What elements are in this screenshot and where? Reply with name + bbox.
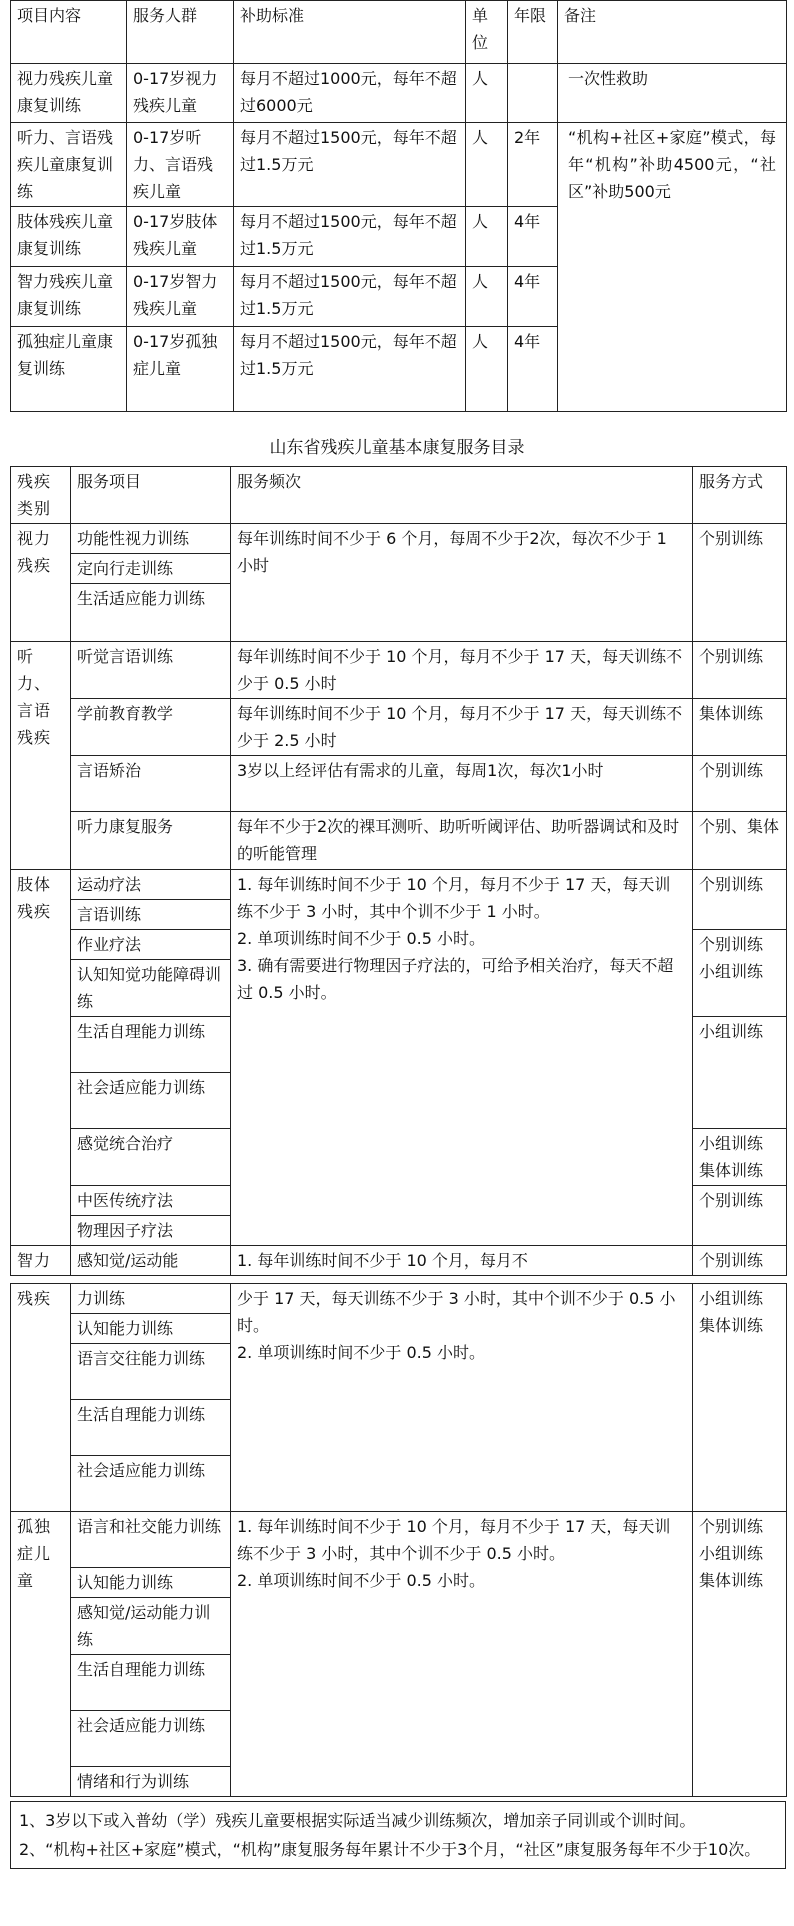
service-item: 社会适应能力训练 [71, 1456, 231, 1512]
category-intellectual-cont: 残疾 [11, 1284, 71, 1512]
frequency-line: 1. 每年训练时间不少于 10 个月，每月不少于 17 天，每天训练不少于 3 小时，其中个训不少于 0.5 小时。 [237, 1517, 671, 1563]
note-cell: 一次性救助 [558, 64, 787, 123]
years-cell: 2年 [508, 123, 558, 207]
frequency-line: 1. 每年训练时间不少于 10 个月，每月不少于 17 天，每天训练不少于 3 小时，其中个训不少于 1 小时。 [237, 875, 671, 921]
header-years: 年限 [508, 1, 558, 64]
table-row [11, 64, 787, 123]
mode-cell: 个别训练 [693, 1186, 787, 1246]
subsidy-header-row [11, 1, 787, 64]
service-item: 听觉言语训练 [71, 642, 231, 699]
frequency-line: 2. 单项训练时间不少于 0.5 小时。 [237, 929, 485, 948]
item-cell: 听力、言语残疾儿童康复训练 [11, 123, 127, 207]
mode-cell: 个别训练 [693, 870, 787, 930]
frequency-cell: 3岁以上经评估有需求的儿童，每周1次，每次1小时 [231, 756, 693, 812]
unit-cell: 人 [466, 64, 508, 123]
standard-cell: 每月不超过1500元，每年不超过1.5万元 [234, 327, 466, 412]
header-group: 服务人群 [127, 1, 234, 64]
item-cell: 智力残疾儿童康复训练 [11, 267, 127, 327]
catalog-title: 山东省残疾儿童基本康复服务目录 [269, 438, 525, 458]
frequency-line: 2. 单项训练时间不少于 0.5 小时。 [237, 1571, 485, 1590]
service-item: 功能性视力训练 [71, 524, 231, 554]
standard-cell: 每月不超过1500元，每年不超过1.5万元 [234, 207, 466, 267]
service-item: 感知觉/运动能 [71, 1246, 231, 1276]
category-intellectual: 智力 [11, 1246, 71, 1276]
header-note: 备注 [558, 1, 787, 64]
service-item: 听力康复服务 [71, 812, 231, 870]
frequency-cell: 每年训练时间不少于 6 个月，每周不少于2次，每次不少于 1 小时 [231, 524, 693, 642]
mode-cell: 个别训练 小组训练 集体训练 [693, 1512, 787, 1797]
header-standard: 补助标准 [234, 1, 466, 64]
table-row [11, 642, 787, 699]
catalog-table [10, 466, 787, 1276]
unit-cell: 人 [466, 123, 508, 207]
frequency-line: 2. 单项训练时间不少于 0.5 小时。 [237, 1343, 485, 1362]
years-cell [508, 64, 558, 123]
footnotes-cell [11, 1802, 786, 1869]
service-item: 感知觉/运动能力训练 [71, 1598, 231, 1655]
header-frequency: 服务频次 [231, 467, 693, 524]
item-cell: 肢体残疾儿童康复训练 [11, 207, 127, 267]
mode-cell: 集体训练 [693, 699, 787, 756]
mode-cell: 小组训练 [693, 1017, 787, 1129]
mode-note-cell: “机构+社区+家庭”模式，每年“机构”补助4500元，“社区”补助500元 [558, 123, 787, 412]
mode-cell: 个别训练 [693, 756, 787, 812]
footnote: 1、3岁以下或入普幼（学）残疾儿童要根据实际适当减少训练频次，增加亲子同训或个训时间。 [19, 1811, 696, 1830]
service-item: 生活自理能力训练 [71, 1017, 231, 1073]
unit-cell: 人 [466, 267, 508, 327]
table-row [11, 812, 787, 870]
service-item: 言语训练 [71, 900, 231, 930]
service-item: 认知能力训练 [71, 1568, 231, 1598]
service-item: 社会适应能力训练 [71, 1711, 231, 1767]
standard-cell: 每月不超过1000元，每年不超过6000元 [234, 64, 466, 123]
service-item: 语言和社交能力训练 [71, 1512, 231, 1568]
table-row [11, 524, 787, 554]
header-service-item: 服务项目 [71, 467, 231, 524]
service-item: 语言交往能力训练 [71, 1344, 231, 1400]
header-item: 项目内容 [11, 1, 127, 64]
category-hearing: 听力、言语残疾 [11, 642, 71, 870]
service-item: 认知知觉功能障碍训练 [71, 960, 231, 1017]
item-cell: 视力残疾儿童康复训练 [11, 64, 127, 123]
mode-cell: 个别训练 小组训练 [693, 930, 787, 1017]
service-item: 生活适应能力训练 [71, 584, 231, 642]
service-item: 情绪和行为训练 [71, 1767, 231, 1797]
service-item: 中医传统疗法 [71, 1186, 231, 1216]
frequency-cell [231, 1284, 693, 1512]
service-item: 感觉统合治疗 [71, 1129, 231, 1186]
table-row [11, 1246, 787, 1276]
frequency-line: 少于 17 天，每天训练不少于 3 小时，其中个训不少于 0.5 小时。 [237, 1289, 676, 1335]
mode-cell: 小组训练 集体训练 [693, 1284, 787, 1512]
footnote: 2、“机构+社区+家庭”模式，“机构”康复服务每年累计不少于3个月，“社区”康复服务每年不少于10次。 [19, 1840, 761, 1859]
service-item: 社会适应能力训练 [71, 1073, 231, 1129]
category-autism: 孤独症儿童 [11, 1512, 71, 1797]
frequency-cell: 每年训练时间不少于 10 个月，每月不少于 17 天，每天训练不少于 0.5 小时 [231, 642, 693, 699]
mode-cell: 小组训练 集体训练 [693, 1129, 787, 1186]
group-cell: 0-17岁听力、言语残疾儿童 [127, 123, 234, 207]
frequency-cell [231, 1512, 693, 1797]
header-unit: 单位 [466, 1, 508, 64]
frequency-cell [231, 870, 693, 1246]
service-item: 学前教育教学 [71, 699, 231, 756]
service-item: 力训练 [71, 1284, 231, 1314]
table-row [11, 123, 787, 207]
service-item: 言语矫治 [71, 756, 231, 812]
frequency-cell: 每年不少于2次的裸耳测听、助听听阈评估、助听器调试和及时的听能管理 [231, 812, 693, 870]
group-cell: 0-17岁智力残疾儿童 [127, 267, 234, 327]
service-item: 物理因子疗法 [71, 1216, 231, 1246]
years-cell: 4年 [508, 327, 558, 412]
table-row [11, 1802, 786, 1869]
group-cell: 0-17岁视力残疾儿童 [127, 64, 234, 123]
table-row [11, 1512, 787, 1568]
footnotes-table [10, 1801, 786, 1869]
frequency-cell: 每年训练时间不少于 10 个月，每月不少于 17 天，每天训练不少于 2.5 小时 [231, 699, 693, 756]
header-category: 残疾类别 [11, 467, 71, 524]
years-cell: 4年 [508, 207, 558, 267]
mode-cell: 个别训练 [693, 1246, 787, 1276]
frequency-cell: 1. 每年训练时间不少于 10 个月，每月不 [231, 1246, 693, 1276]
service-item: 生活自理能力训练 [71, 1400, 231, 1456]
mode-cell: 个别、集体 [693, 812, 787, 870]
category-physical: 肢体残疾 [11, 870, 71, 1246]
standard-cell: 每月不超过1500元，每年不超过1.5万元 [234, 123, 466, 207]
service-item: 生活自理能力训练 [71, 1655, 231, 1711]
catalog-header-row [11, 467, 787, 524]
group-cell: 0-17岁孤独症儿童 [127, 327, 234, 412]
table-row [11, 870, 787, 900]
subsidy-table [10, 0, 787, 412]
category-vision: 视力残疾 [11, 524, 71, 642]
unit-cell: 人 [466, 327, 508, 412]
table-row [11, 756, 787, 812]
catalog-table-continued [10, 1283, 787, 1797]
mode-cell: 个别训练 [693, 642, 787, 699]
mode-cell: 个别训练 [693, 524, 787, 642]
service-item: 作业疗法 [71, 930, 231, 960]
item-cell: 孤独症儿童康复训练 [11, 327, 127, 412]
group-cell: 0-17岁肢体残疾儿童 [127, 207, 234, 267]
table-row [11, 699, 787, 756]
frequency-line: 3. 确有需要进行物理因子疗法的，可给予相关治疗，每天不超过 0.5 小时。 [237, 956, 674, 1002]
unit-cell: 人 [466, 207, 508, 267]
table-row [11, 1284, 787, 1314]
years-cell: 4年 [508, 267, 558, 327]
standard-cell: 每月不超过1500元，每年不超过1.5万元 [234, 267, 466, 327]
service-item: 认知能力训练 [71, 1314, 231, 1344]
service-item: 运动疗法 [71, 870, 231, 900]
header-mode: 服务方式 [693, 467, 787, 524]
service-item: 定向行走训练 [71, 554, 231, 584]
